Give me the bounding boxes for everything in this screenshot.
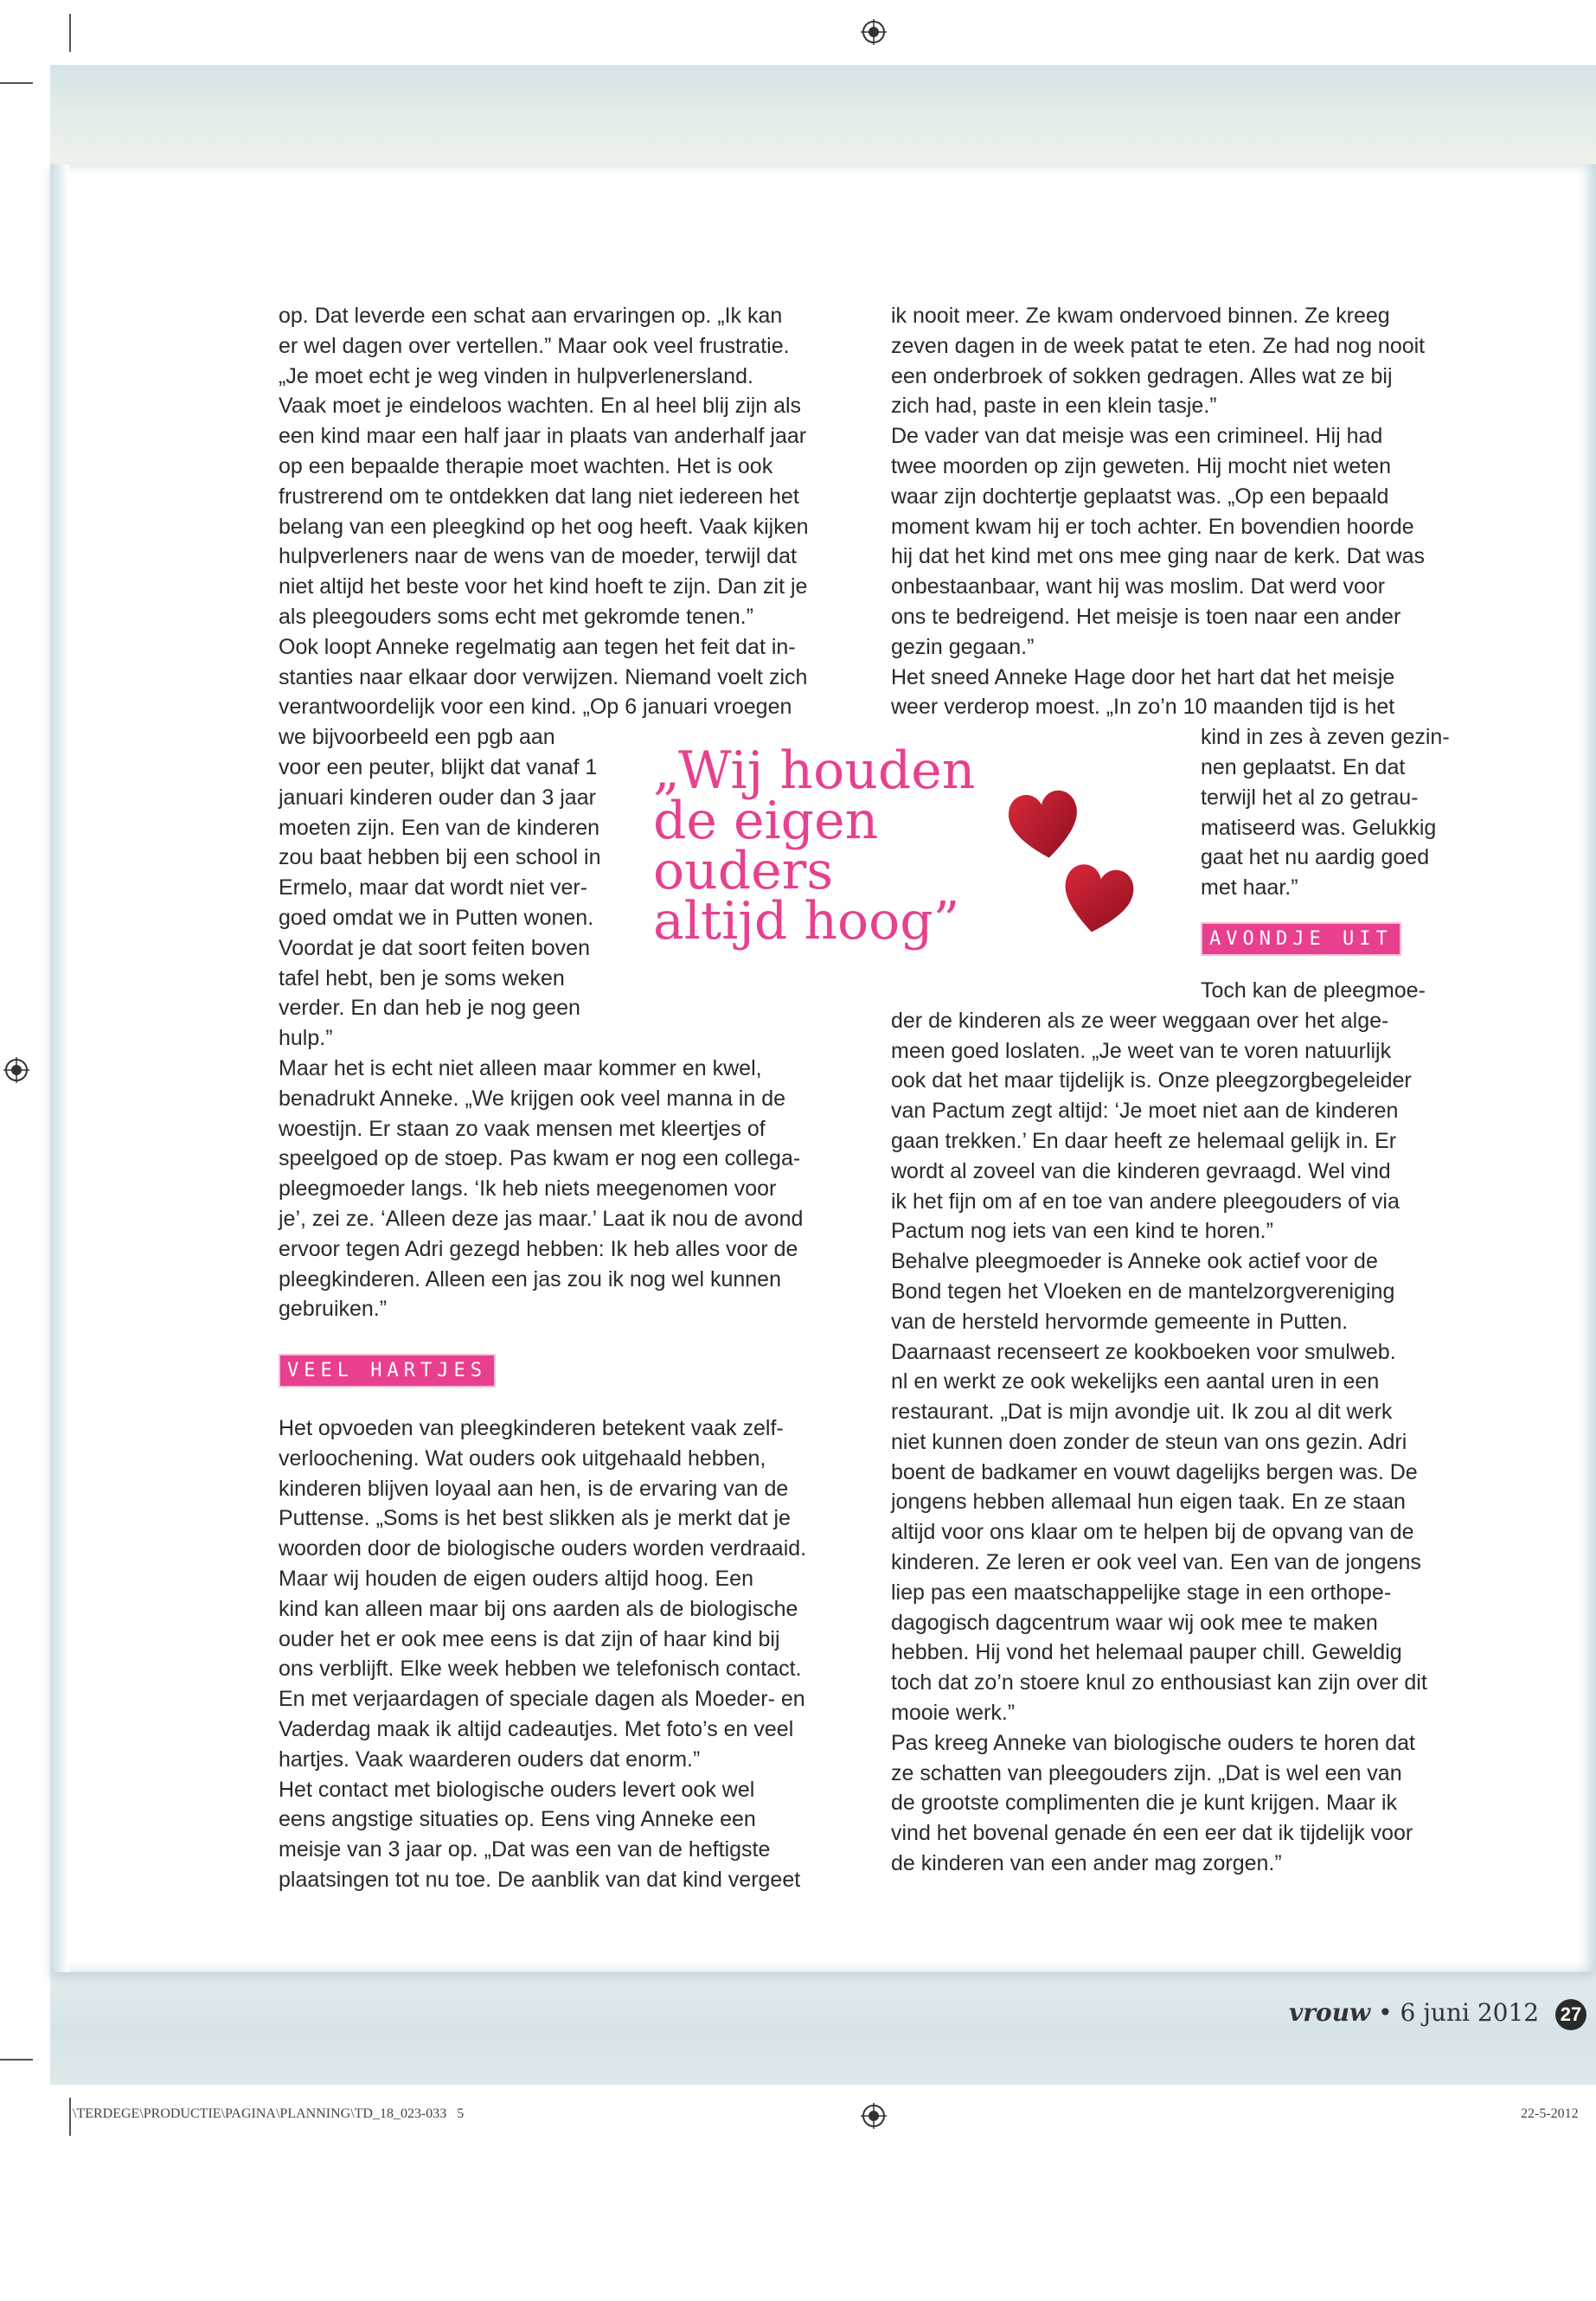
pull-quote-line: „Wij houden — [653, 740, 976, 801]
text-line: zich had, paste in een klein tasje.” — [891, 394, 1217, 419]
text-line: weer verderop moest. „In zo’n 10 maanden tijd is het — [891, 695, 1395, 720]
text-line: woorden door de biologische ouders worden verdraaid. — [279, 1536, 807, 1561]
text-line: En met verjaardagen of speciale dagen als Moeder- en — [279, 1687, 805, 1712]
text-line: boent de badkamer en vouwt dagelijks bergen was. De — [891, 1459, 1418, 1484]
text-line: Vaderdag maak ik altijd cadeautjes. Met foto’s en veel — [279, 1717, 794, 1742]
pull-quote-line: de eigen — [653, 791, 879, 851]
text-line: altijd voor ons klaar om te helpen bij de opvang van de — [891, 1520, 1414, 1545]
text-line: Het opvoeden van pleegkinderen betekent vaak zelf- — [279, 1416, 784, 1441]
article-paragraph — [891, 301, 1466, 722]
text-line: hulpverleners naar de wens van de moeder, terwijl dat — [279, 544, 797, 569]
registration-mark-icon — [861, 19, 887, 45]
text-line: benadrukt Anneke. „We krijgen ook veel manna in de — [279, 1086, 786, 1111]
text-line: onbestaanbaar, want hij was moslim. Dat werd voor — [891, 574, 1386, 599]
issue-date: 6 juni 2012 — [1400, 1998, 1540, 2027]
text-line: hij dat het kind met ons mee ging naar de kerk. Dat was — [891, 544, 1425, 569]
text-line: matiseerd was. Gelukkig — [1201, 815, 1437, 840]
text-line: januari kinderen ouder dan 3 jaar — [279, 785, 596, 810]
text-line: frustrerend om te ontdekken dat lang niet iedereen het — [279, 484, 799, 509]
text-line: Vaak moet je eindeloos wachten. En al heel blij zijn als — [279, 394, 802, 419]
text-line: moment kwam hij er toch achter. En bovendien hoorde — [891, 514, 1414, 539]
section-heading — [891, 922, 1466, 962]
text-line: speelgoed op de stoep. Pas kwam er nog een collega- — [279, 1146, 801, 1171]
text-line: als pleegouders soms echt met gekromde tenen.” — [279, 604, 753, 629]
text-line: Maar het is echt niet alleen maar kommer en kwel, — [279, 1055, 762, 1080]
text-line: hebben. Hij vond het helemaal pauper chill. Geweldig — [891, 1640, 1402, 1665]
text-line: gezin gegaan.” — [891, 634, 1035, 659]
text-line: kind in zes à zeven gezin- — [1201, 725, 1450, 750]
text-line: ik nooit meer. Ze kwam ondervoed binnen. Ze kreeg — [891, 304, 1390, 328]
text-line: kinderen blijven loyaal aan hen, is de ervaring van de — [279, 1476, 789, 1501]
text-line: woestijn. Er staan zo vaak mensen met kleertjes of — [279, 1116, 766, 1141]
article-paragraph — [891, 722, 1466, 903]
text-line: nen geplaatst. En dat — [1201, 754, 1406, 779]
crop-mark — [0, 2059, 33, 2061]
text-line: Daarnaast recenseert ze kookboeken voor smulweb. — [891, 1339, 1396, 1364]
text-line: eens angstige situaties op. Eens ving Anneke een — [279, 1807, 756, 1832]
crop-mark — [0, 82, 33, 84]
text-line: mooie werk.” — [891, 1701, 1016, 1726]
text-line: terwijl het al zo getrau- — [1201, 785, 1419, 810]
text-line: een onderbroek of sokken gedragen. Alles wat ze bij — [891, 363, 1393, 388]
text-line: Toch kan de pleegmoe- — [1201, 977, 1426, 1003]
text-line: hartjes. Vaak waarderen ouders dat enorm.” — [279, 1747, 701, 1772]
text-line: restaurant. „Dat is mijn avondje uit. Ik zou al dit werk — [891, 1400, 1393, 1425]
section-heading — [279, 1354, 854, 1394]
text-line: een kind maar een half jaar in plaats van anderhalf jaar — [279, 424, 807, 449]
text-line: tafel hebt, ben je soms weken — [279, 965, 565, 990]
text-line: van Pactum zegt altijd: ‘Je moet niet aan de kinderen — [891, 1099, 1399, 1124]
text-line: ouder het er ook mee eens is dat zijn of haar kind bij — [279, 1626, 780, 1651]
text-line: belang van een pleegkind op het oog heeft. Vaak kijken — [279, 514, 809, 539]
article-paragraph — [279, 1413, 854, 1895]
text-line: plaatsingen tot nu toe. De aanblik van dat kind vergeet — [279, 1868, 801, 1893]
paper-texture-top — [50, 65, 1596, 164]
text-line: op een bepaalde therapie moet wachten. Het is ook — [279, 453, 773, 478]
text-line: liep pas een maatschappelijke stage in een orthope- — [891, 1580, 1392, 1605]
text-line: op. Dat leverde een schat aan ervaringen op. „Ik kan — [279, 304, 783, 328]
text-line: De vader van dat meisje was een crimineel. Hij had — [891, 424, 1383, 449]
text-line: Ook loopt Anneke regelmatig aan tegen het feit dat in- — [279, 634, 796, 659]
pull-quote-line: ouders — [653, 841, 834, 901]
text-line: Het contact met biologische ouders levert ook wel — [279, 1777, 755, 1802]
text-line: „Je moet echt je weg vinden in hulpverlenersland. — [279, 363, 753, 388]
text-line: Pactum nog iets van een kind te horen.” — [891, 1219, 1273, 1244]
text-line: de grootste complimenten die je kunt krijgen. Maar ik — [891, 1791, 1398, 1816]
text-line: verloochening. Wat ouders ook uitgehaald hebben, — [279, 1445, 766, 1471]
registration-mark-icon — [3, 1057, 29, 1083]
text-line: twee moorden op zijn geweten. Hij mocht niet weten — [891, 453, 1392, 478]
crop-mark — [69, 14, 71, 52]
text-line: meisje van 3 jaar op. „Dat was een van de heftigste — [279, 1837, 771, 1862]
registration-mark-icon — [861, 2103, 887, 2129]
text-line: gebruiken.” — [279, 1297, 388, 1322]
text-line: goed omdat we in Putten wonen. — [279, 905, 594, 930]
text-line: der de kinderen als ze weer weggaan over het alge- — [891, 1008, 1389, 1033]
text-line: vind het bovenal genade én een eer dat ik tijdelijk voor — [891, 1821, 1413, 1846]
text-line: ons te bedreigend. Het meisje is toen naar een ander — [891, 604, 1401, 629]
text-line: gaan trekken.’ En daar heeft ze helemaal gelijk in. Er — [891, 1128, 1397, 1153]
article-column-left — [279, 301, 854, 1895]
text-line: moeten zijn. Een van de kinderen — [279, 815, 600, 840]
text-line: Ermelo, maar dat wordt niet ver- — [279, 875, 588, 901]
text-line: toch dat zo’n stoere knul zo enthousiast kan zijn over dit — [891, 1670, 1427, 1695]
text-line: Het sneed Anneke Hage door het hart dat het meisje — [891, 664, 1395, 689]
text-line: ons verblijft. Elke week hebben we telefonisch contact. — [279, 1657, 802, 1682]
text-line: Voordat je dat soort feiten boven — [279, 935, 590, 960]
text-line: kind kan alleen maar bij ons aarden als de biologische — [279, 1596, 798, 1621]
spine-shadow — [50, 164, 69, 1972]
section-heading-label: AVONDJE UIT — [1201, 922, 1401, 956]
text-line: zeven dagen in de week patat te eten. Ze had nog nooit — [891, 333, 1426, 358]
text-line: ik het fijn om af en toe van andere pleegouders of via — [891, 1189, 1400, 1214]
magazine-brand: vrouw — [1289, 1998, 1371, 2027]
pull-quote-line: altijd hoog” — [653, 891, 960, 952]
text-line: met haar.” — [1201, 875, 1298, 901]
text-line: jongens hebben allemaal hun eigen taak. En ze staan — [891, 1490, 1406, 1515]
text-line: niet kunnen doen zonder de steun van ons gezin. Adri — [891, 1429, 1407, 1454]
text-line: kinderen. Ze leren er ook veel van. Een van de jongens — [891, 1550, 1421, 1575]
text-line: stanties naar elkaar door verwijzen. Niemand voelt zich — [279, 664, 808, 689]
text-line: niet altijd het beste voor het kind hoeft te zijn. Dan zit je — [279, 574, 808, 599]
text-line: pleegmoeder langs. ‘Ik heb niets meegenomen voor — [279, 1176, 777, 1202]
text-line: ervoor tegen Adri gezegd hebben: Ik heb alles voor de — [279, 1236, 798, 1261]
text-line: wordt al zoveel van die kinderen gevraagd. Wel vind — [891, 1158, 1391, 1183]
article-column-right — [891, 301, 1466, 1879]
page-number: 27 — [1555, 1999, 1586, 2030]
text-line: hulp.” — [279, 1026, 333, 1051]
text-line: waar zijn dochtertje geplaatst was. „Op een bepaald — [891, 484, 1389, 509]
text-line: meen goed loslaten. „Je weet van te voren natuurlijk — [891, 1038, 1392, 1063]
text-line: er wel dagen over vertellen.” Maar ook veel frustratie. — [279, 333, 790, 358]
text-line: voor een peuter, blijkt dat vanaf 1 — [279, 754, 598, 779]
text-line: Puttense. „Soms is het best slikken als je merkt dat je — [279, 1506, 791, 1531]
text-line: ze schatten van pleegouders zijn. „Dat is wel een van — [891, 1760, 1402, 1785]
text-line: verantwoordelijk voor een kind. „Op 6 januari vroegen — [279, 695, 792, 720]
text-line: ook dat het maar tijdelijk is. Onze pleegzorgbegeleider — [891, 1068, 1412, 1093]
print-slug-path: \TERDEGE\PRODUCTIE\PAGINA\PLANNING\TD_18_023-033 5 — [73, 2106, 465, 2121]
crop-mark — [69, 2098, 71, 2136]
text-line: Pas kreeg Anneke van biologische ouders te horen dat — [891, 1730, 1415, 1755]
text-line: gaat het nu aardig goed — [1201, 845, 1430, 870]
text-line: Maar wij houden de eigen ouders altijd hoog. Een — [279, 1567, 753, 1592]
text-line: nl en werkt ze ook wekelijks een aantal uren in een — [891, 1369, 1380, 1394]
print-slug-date: 22-5-2012 — [1521, 2106, 1579, 2121]
text-line: verder. En dan heb je nog geen — [279, 996, 580, 1021]
text-line: zou baat hebben bij een school in — [279, 845, 601, 870]
section-heading-label: VEEL HARTJES — [279, 1354, 496, 1388]
text-line: de kinderen van een ander mag zorgen.” — [891, 1851, 1282, 1876]
page-footer — [1289, 1998, 1586, 2030]
footer-separator: • — [1378, 1998, 1393, 2027]
text-line: je’, zei ze. ‘Alleen deze jas maar.’ Laat ik nou de avond — [279, 1206, 804, 1231]
article-paragraph — [891, 1006, 1466, 1879]
text-line: dagogisch dagcentrum waar wij ook mee te maken — [891, 1610, 1378, 1635]
article-paragraph — [891, 976, 1466, 1006]
text-line: pleegkinderen. Alleen een jas zou ik nog wel kunnen — [279, 1266, 781, 1292]
text-line: we bijvoorbeeld een pgb aan — [279, 725, 555, 750]
text-line: Behalve pleegmoeder is Anneke ook actief voor de — [891, 1249, 1378, 1274]
text-line: van de hersteld hervormde gemeente in Putten. — [891, 1309, 1349, 1334]
text-line: Bond tegen het Vloeken en de mantelzorgvereniging — [891, 1279, 1395, 1304]
